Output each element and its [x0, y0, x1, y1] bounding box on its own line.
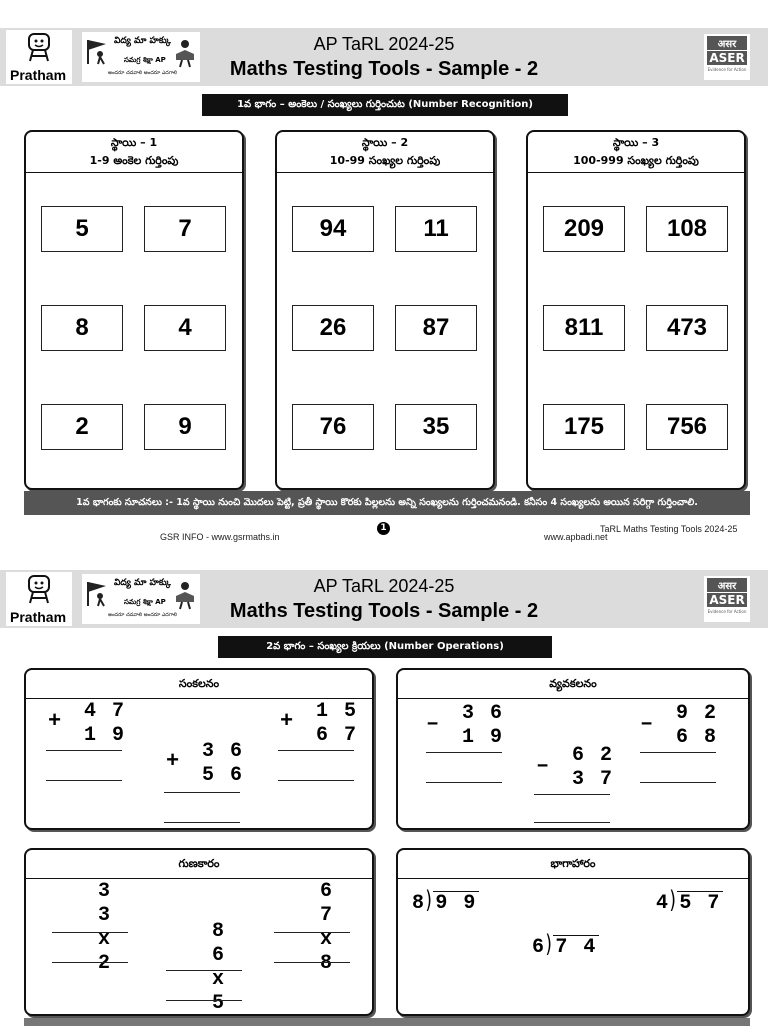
number-card: 26 [292, 305, 374, 351]
number-card: 175 [543, 404, 625, 450]
multiplication-problem [186, 920, 226, 1016]
division-heading: భాగాహారం [398, 850, 748, 879]
number-card: 811 [543, 305, 625, 351]
page-header-2 [0, 570, 768, 628]
number-card: 4 [144, 305, 226, 351]
vidya-title: విద్య మా హక్కు [114, 36, 171, 46]
subtraction-heading: వ్యవకలనం [398, 670, 748, 699]
operand-bottom: x 8 [319, 928, 334, 975]
answer-line [164, 792, 240, 793]
answer-line [52, 932, 128, 933]
division-problem [656, 886, 723, 915]
division-bracket-icon: ) [545, 930, 552, 958]
number-card: 2 [41, 404, 123, 450]
pratham-name: Pratham [10, 609, 67, 625]
pratham-name: Pratham [10, 67, 67, 83]
footer-left: GSR INFO - www.gsrmaths.in [160, 532, 280, 542]
operand-top: 3 3 [97, 880, 112, 927]
answer-line [534, 822, 610, 823]
plus-sign: + [280, 709, 294, 734]
operand-top: 1 5 [315, 700, 358, 723]
operand-bottom: x 5 [211, 968, 226, 1015]
aser-name: ASER [707, 593, 747, 607]
divisor: 8 [412, 892, 425, 915]
aser-name: ASER [707, 51, 747, 65]
operand-bottom: 1 9 [83, 724, 126, 747]
number-card: 35 [395, 404, 477, 450]
minus-sign: – [640, 711, 654, 736]
level-label: స్థాయి – 3 [612, 136, 660, 149]
header-subtitle: Maths Testing Tools - Sample - 2 [229, 600, 539, 622]
subtraction-problem [536, 744, 614, 792]
answer-line [534, 794, 610, 795]
number-card: 209 [543, 206, 625, 252]
division-bracket-icon: ) [669, 886, 676, 914]
subtraction-box [396, 668, 750, 830]
level-description: 1-9 అంకెల గుర్తింపు [89, 154, 179, 167]
level-box-2 [275, 130, 495, 490]
operand-bottom: x 2 [97, 928, 112, 975]
level-box-1 [24, 130, 244, 490]
vidya-tagline: అందరూ చదవాలి అందరూ ఎదగాలి [108, 612, 178, 618]
operand-top: 6 2 [571, 744, 614, 767]
operand-bottom: 6 7 [315, 724, 358, 747]
vidya-subtitle: సమగ్ర శిక్షా AP [124, 56, 166, 64]
answer-line [46, 780, 122, 781]
answer-line [274, 932, 350, 933]
answer-line [164, 822, 240, 823]
plus-sign: + [166, 749, 180, 774]
division-problem [412, 886, 479, 915]
part1-instructions: 1వ భాగంకు సూచనలు :- 1వ స్థాయి నుంచి మొదలు పెట్టి, ప్రతీ స్థాయి కొరకు పిల్లలను అన్ని సంఖ్యలను గుర్తించమనండి. కనీసం 4 సంఖ్యలను అయిన సరిగ్గా గుర్తించాలి. [24, 491, 750, 515]
division-bracket-icon: ) [425, 886, 432, 914]
division-problem [532, 930, 599, 959]
minus-sign: – [426, 711, 440, 736]
number-card: 473 [646, 305, 728, 351]
answer-line [46, 750, 122, 751]
vidya-title: విద్య మా హక్కు [114, 578, 171, 588]
number-card: 7 [144, 206, 226, 252]
addition-problem [166, 740, 244, 788]
aser-hindi-text: असर [707, 578, 747, 592]
level-header [26, 132, 242, 173]
operand-top: 3 6 [201, 740, 244, 763]
aser-logo [704, 576, 750, 622]
division-box [396, 848, 750, 1016]
number-card: 5 [41, 206, 123, 252]
multiplication-box [24, 848, 374, 1016]
aser-logo [704, 34, 750, 80]
header-subtitle: Maths Testing Tools - Sample - 2 [229, 58, 539, 80]
operand-bottom: 5 6 [201, 764, 244, 787]
answer-line [274, 962, 350, 963]
answer-line [166, 970, 242, 971]
level-label: స్థాయి – 2 [361, 136, 409, 149]
operand-bottom: 3 7 [571, 768, 614, 791]
multiplication-heading: గుణకారం [26, 850, 372, 879]
number-card: 94 [292, 206, 374, 252]
level-description: 100-999 సంఖ్యల గుర్తింపు [573, 154, 699, 167]
number-card: 76 [292, 404, 374, 450]
subtraction-problem [426, 702, 504, 750]
answer-line [640, 752, 716, 753]
operand-bottom: 6 8 [675, 726, 718, 749]
bottom-instruction-bar [24, 1018, 750, 1026]
dividend: 9 9 [435, 892, 478, 915]
divisor: 4 [656, 892, 669, 915]
operand-top: 9 2 [675, 702, 718, 725]
level-header [277, 132, 493, 173]
divisor: 6 [532, 936, 545, 959]
answer-line [426, 752, 502, 753]
vidya-tagline: అందరూ చదవాలి అందరూ ఎదగాలి [108, 70, 178, 76]
vidya-subtitle: సమగ్ర శిక్షా AP [124, 598, 166, 606]
number-card: 108 [646, 206, 728, 252]
number-card: 8 [41, 305, 123, 351]
header-title: AP TaRL 2024-25 [313, 576, 455, 596]
answer-line [426, 782, 502, 783]
subtraction-problem [640, 702, 718, 750]
level-header [528, 132, 744, 173]
answer-line [278, 780, 354, 781]
dividend: 7 4 [555, 936, 598, 959]
answer-line [166, 1000, 242, 1001]
operand-bottom: 1 9 [461, 726, 504, 749]
footer-right: TaRL Maths Testing Tools 2024-25 [600, 524, 738, 534]
operand-top: 4 7 [83, 700, 126, 723]
plus-sign: + [48, 709, 62, 734]
addition-problem [48, 700, 126, 748]
level-label: స్థాయి – 1 [110, 136, 158, 149]
operand-top: 3 6 [461, 702, 504, 725]
level-description: 10-99 సంఖ్యల గుర్తింపు [329, 154, 441, 167]
answer-line [278, 750, 354, 751]
addition-box [24, 668, 374, 830]
operand-top: 6 7 [319, 880, 334, 927]
footer-center: www.apbadi.net [544, 532, 608, 542]
aser-tagline: Evidence for Action [707, 609, 747, 614]
addition-problem [280, 700, 358, 748]
number-card: 11 [395, 206, 477, 252]
part2-title: 2వ భాగం – సంఖ్యల క్రియలు (Number Operations) [218, 636, 552, 658]
minus-sign: – [536, 753, 550, 778]
page-number: 1 [377, 522, 390, 535]
addition-heading: సంకలనం [26, 670, 372, 699]
number-card: 756 [646, 404, 728, 450]
part1-title: 1వ భాగం – అంకెలు / సంఖ్యలు గుర్తించుట (Number Recognition) [202, 94, 568, 116]
number-card: 9 [144, 404, 226, 450]
aser-tagline: Evidence for Action [707, 67, 747, 72]
level-box-3 [526, 130, 746, 490]
answer-line [640, 782, 716, 783]
dividend: 5 7 [679, 892, 722, 915]
page-header-1 [0, 28, 768, 86]
aser-hindi-text: असर [707, 36, 747, 50]
number-card: 87 [395, 305, 477, 351]
answer-line [52, 962, 128, 963]
operand-top: 8 6 [211, 920, 226, 967]
header-title: AP TaRL 2024-25 [313, 34, 455, 54]
